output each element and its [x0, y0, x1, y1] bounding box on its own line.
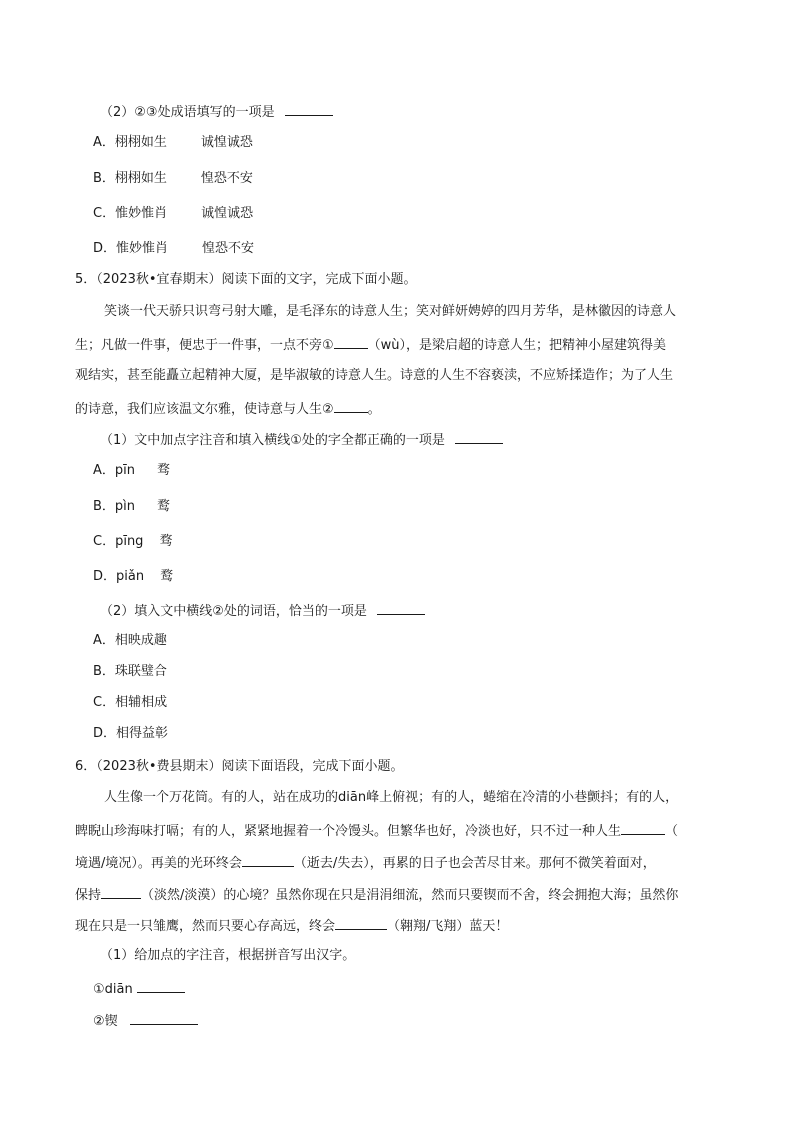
passage-text: （翱翔/飞翔）蓝天！: [387, 919, 509, 934]
q6-sub1-stem: （1）给加点的字注音，根据拼音写出汉字。: [100, 948, 356, 963]
option-second: 惶恐不安: [200, 171, 253, 186]
q4-sub2-option-c[interactable]: [93, 204, 253, 224]
q5-sub2-option-a[interactable]: A．相映成趣: [93, 633, 167, 648]
passage-text: 睥睨山珍海味打嗝；有的人，紧紧地握着一个冷馒头。但繁华也好，冷淡也好，只不过一种人生: [75, 824, 622, 839]
passage-text: 现在只是一只雏鹰，然而只要心存高远，终会: [75, 919, 336, 934]
q5-sub1-option-b[interactable]: [93, 497, 170, 517]
q4-sub2-option-b[interactable]: [93, 169, 253, 189]
q6-passage-line-3: [75, 852, 656, 874]
q5-sub1-option-c[interactable]: [93, 532, 172, 552]
q4-sub2-stem: [100, 101, 333, 123]
option-label: C．惟妙惟肖: [93, 206, 168, 221]
q5-passage-line-1: 笑谈一代天骄只识弯弓射大雕，是毛泽东的诗意人生；笑对鲜妍娉婷的四月芳华，是林徽因的诗意人: [104, 304, 677, 319]
passage-text: 保持: [75, 888, 102, 903]
option-second: 鹜: [160, 569, 174, 584]
q5-passage-line-2: [75, 334, 666, 356]
q5-sub2-stem: [100, 600, 425, 622]
q5-sub1-option-a[interactable]: [93, 461, 170, 481]
q5-sub1-stem: [100, 429, 503, 451]
passage-text: （wù），是梁启超的诗意人生；把精神小屋建筑得美: [367, 338, 667, 353]
q4-sub2-stem-text: （2）②③处成语填写的一项是: [100, 105, 275, 120]
option-label: C．pīng: [93, 534, 144, 549]
item-label: ①diān: [93, 982, 133, 997]
q6-passage-line-2: [75, 820, 678, 842]
q6-passage-line-4: [75, 884, 678, 906]
option-second: 诚惶诚恐: [201, 206, 254, 221]
q6-sub1-item-2: [93, 1010, 198, 1032]
option-second: 诚惶诚恐: [200, 135, 253, 150]
passage-text: 境遇/境况）。再美的光环终会: [75, 856, 242, 871]
q4-sub2-option-d[interactable]: [93, 239, 254, 259]
answer-blank[interactable]: [285, 101, 333, 116]
passage-text: （逝去/失去），再累的日子也会苦尽甘来。那何不微笑着面对，: [293, 856, 656, 871]
blank-1[interactable]: [621, 820, 665, 835]
blank-3[interactable]: [101, 884, 141, 899]
item-label: ②锲: [93, 1014, 118, 1029]
passage-text: （淡然/淡漠）的心境？虽然你现在只是涓涓细流，然而只要锲而不舍，终会拥抱大海；虽然你: [141, 888, 679, 903]
passage-text: （: [665, 824, 679, 839]
option-second: 骛: [159, 534, 173, 549]
answer-blank[interactable]: [455, 429, 503, 444]
q6-header: 6．（2023秋•费县期末）阅读下面语段，完成下面小题。: [75, 759, 404, 774]
answer-blank[interactable]: [137, 978, 185, 993]
passage-text: 生；凡做一件事，便忠于一件事，一点不旁①: [75, 338, 334, 353]
stem-text: （2）填入文中横线②处的词语，恰当的一项是: [100, 604, 367, 619]
q6-passage-line-5: [75, 915, 508, 937]
option-label: A．pīn: [93, 463, 135, 478]
option-label: B．栩栩如生: [93, 171, 167, 186]
q6-passage-line-1: 人生像一个万花筒。有的人，站在成功的diān峰上俯视；有的人，蜷缩在冷清的小巷颤抖；有的人，: [104, 790, 679, 805]
q5-sub2-option-b[interactable]: B．珠联璧合: [93, 664, 167, 679]
option-label: A．栩栩如生: [93, 135, 167, 150]
blank-1[interactable]: [334, 334, 368, 349]
answer-blank[interactable]: [130, 1010, 198, 1025]
option-label: D．惟妙惟肖: [93, 241, 169, 256]
passage-text: 的诗意，我们应该温文尔雅，使诗意与人生②: [75, 402, 334, 417]
blank-4[interactable]: [335, 915, 387, 930]
q4-sub2-option-a[interactable]: [93, 133, 253, 153]
q5-sub2-option-c[interactable]: C．相辅相成: [93, 695, 168, 710]
option-second: 惶恐不安: [202, 241, 255, 256]
passage-text: 。: [367, 402, 381, 417]
q6-sub1-item-1: [93, 978, 185, 1000]
answer-blank[interactable]: [377, 600, 425, 615]
stem-text: （1）文中加点字注音和填入横线①处的字全都正确的一项是: [100, 433, 445, 448]
option-second: 骛: [157, 463, 171, 478]
q5-sub2-option-d[interactable]: D．相得益彰: [93, 726, 169, 741]
q5-header: 5．（2023秋•宜春期末）阅读下面的文字，完成下面小题。: [75, 272, 417, 287]
option-second: 鹜: [157, 499, 171, 514]
q5-passage-line-3: 观结实，甚至能矗立起精神大厦，是毕淑敏的诗意人生。诗意的人生不容亵渎，不应矫揉造作；为了人生: [75, 368, 674, 383]
q5-passage-line-4: [75, 398, 381, 420]
option-label: B．pìn: [93, 499, 136, 514]
blank-2[interactable]: [334, 398, 368, 413]
q5-sub1-option-d[interactable]: [93, 567, 173, 587]
blank-2[interactable]: [242, 852, 294, 867]
option-label: D．piǎn: [93, 569, 145, 584]
